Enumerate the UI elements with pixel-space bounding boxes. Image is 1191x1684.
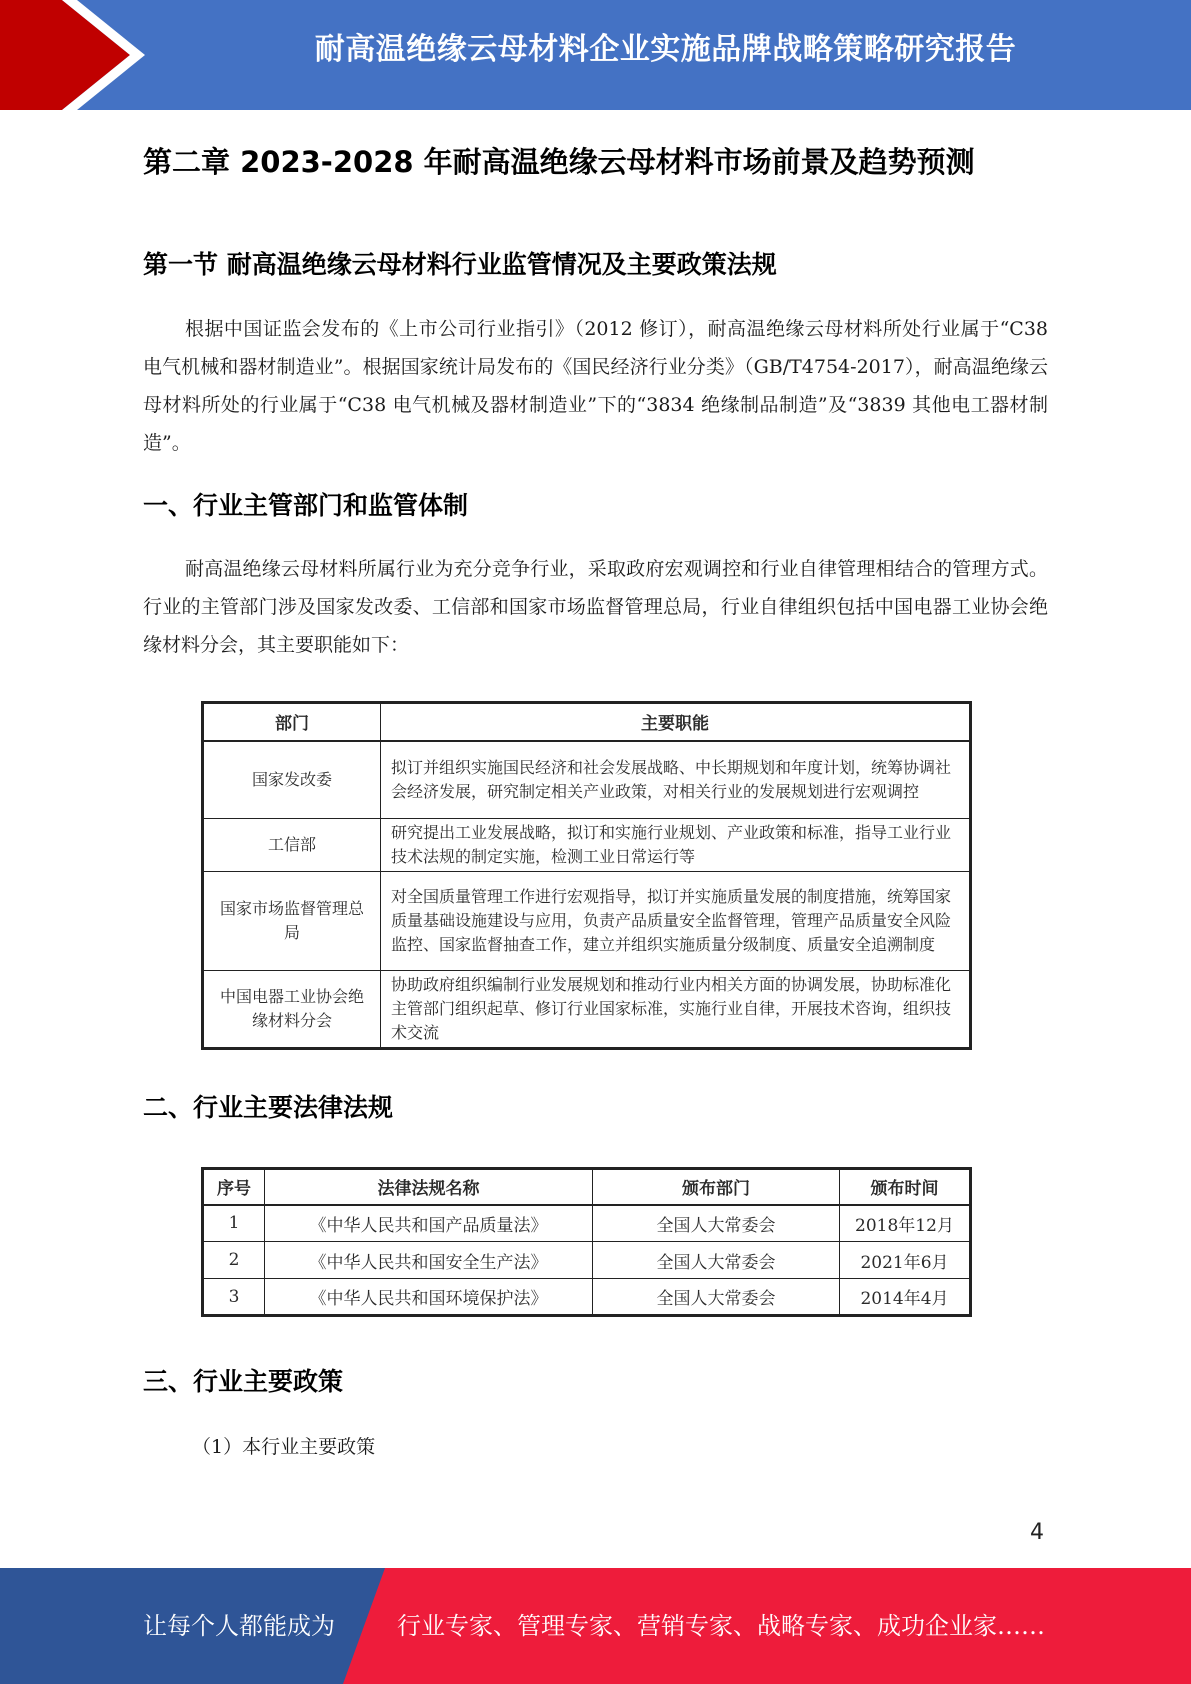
regulatory-paragraph: 耐高温绝缘云母材料所属行业为充分竞争行业，采取政府宏观调控和行业自律管理相结合的管理方式。行业的主管部门涉及国家发改委、工信部和国家市场监督管理总局，行业自律组织包括中国电器工业协会绝缘材料分会，其主要职能如下： — [143, 558, 1048, 656]
footer-banner — [0, 1568, 1191, 1684]
table-row — [203, 971, 971, 1049]
column-header-dept: 部门 — [203, 703, 381, 741]
page-number: 4 — [1030, 1520, 1044, 1545]
duty-cell: 对全国质量管理工作进行宏观指导，拟订并实施质量发展的制度措施，统筹国家质量基础设施建设与应用，负责产品质量安全监督管理，管理产品质量安全风险监控、国家监督抽查工作，建立并组织实施质量分级制度、质量安全追溯制度 — [381, 872, 971, 971]
date-cell: 2021年6月 — [840, 1242, 971, 1279]
policy-list-item: （1）本行业主要政策 — [192, 1436, 376, 1458]
date-cell: 2014年4月 — [840, 1279, 971, 1316]
law-name-cell: 《中华人民共和国安全生产法》 — [265, 1242, 593, 1279]
table-header-row — [203, 1169, 971, 1205]
heading-policies: 三、行业主要政策 — [143, 1367, 344, 1396]
section-title: 第一节 耐高温绝缘云母材料行业监管情况及主要政策法规 — [143, 250, 777, 279]
table-row — [203, 819, 971, 872]
footer-slogan-right: 行业专家、管理专家、营销专家、战略专家、成功企业家…… — [397, 1612, 1045, 1640]
dept-cell: 全国人大常委会 — [593, 1242, 840, 1279]
column-header-dept: 颁布部门 — [593, 1169, 840, 1205]
header-banner — [0, 0, 1191, 110]
dept-cell: 全国人大常委会 — [593, 1279, 840, 1316]
law-name-cell: 《中华人民共和国产品质量法》 — [265, 1205, 593, 1242]
report-title: 耐高温绝缘云母材料企业实施品牌战略策略研究报告 — [314, 32, 1017, 67]
footer-slogan-left: 让每个人都能成为 — [143, 1612, 335, 1640]
authorities-table — [201, 701, 972, 1050]
dept-cell: 全国人大常委会 — [593, 1205, 840, 1242]
table-row — [203, 1205, 971, 1242]
heading-laws: 二、行业主要法律法规 — [143, 1093, 394, 1122]
no-cell: 2 — [203, 1242, 265, 1279]
duty-cell: 协助政府组织编制行业发展规划和推动行业内相关方面的协调发展，协助标准化主管部门组织起草、修订行业国家标准，实施行业自律，开展技术咨询，组织技术交流 — [381, 971, 971, 1049]
table-row — [203, 1242, 971, 1279]
dept-cell: 中国电器工业协会绝缘材料分会 — [203, 971, 381, 1049]
table-header-row — [203, 703, 971, 741]
dept-cell: 国家市场监督管理总局 — [203, 872, 381, 971]
column-header-name: 法律法规名称 — [265, 1169, 593, 1205]
header-chevron-decoration — [0, 0, 160, 110]
table-row — [203, 741, 971, 819]
dept-cell: 工信部 — [203, 819, 381, 872]
law-name-cell: 《中华人民共和国环境保护法》 — [265, 1279, 593, 1316]
laws-table — [201, 1167, 972, 1317]
chapter-title: 第二章 2023-2028 年耐高温绝缘云母材料市场前景及趋势预测 — [143, 145, 975, 179]
no-cell: 1 — [203, 1205, 265, 1242]
column-header-duty: 主要职能 — [381, 703, 971, 741]
duty-cell: 拟订并组织实施国民经济和社会发展战略、中长期规划和年度计划，统筹协调社会经济发展，研究制定相关产业政策，对相关行业的发展规划进行宏观调控 — [381, 741, 971, 819]
heading-regulatory-authorities: 一、行业主管部门和监管体制 — [143, 491, 469, 520]
intro-paragraph: 根据中国证监会发布的《上市公司行业指引》（2012 修订），耐高温绝缘云母材料所处行业属于“C38 电气机械和器材制造业”。根据国家统计局发布的《国民经济行业分类》（GB/T4754-2017），耐高温绝缘云母材料所处的行业属于“C38 电气机械及器材制造业”下的“3834 绝缘制品制造”及“3839 其他电工器材制造”。 — [143, 318, 1048, 454]
no-cell: 3 — [203, 1279, 265, 1316]
dept-cell: 国家发改委 — [203, 741, 381, 819]
duty-cell: 研究提出工业发展战略，拟订和实施行业规划、产业政策和标准，指导工业行业技术法规的制定实施，检测工业日常运行等 — [381, 819, 971, 872]
date-cell: 2018年12月 — [840, 1205, 971, 1242]
table-row — [203, 872, 971, 971]
column-header-date: 颁布时间 — [840, 1169, 971, 1205]
column-header-no: 序号 — [203, 1169, 265, 1205]
table-row — [203, 1279, 971, 1316]
